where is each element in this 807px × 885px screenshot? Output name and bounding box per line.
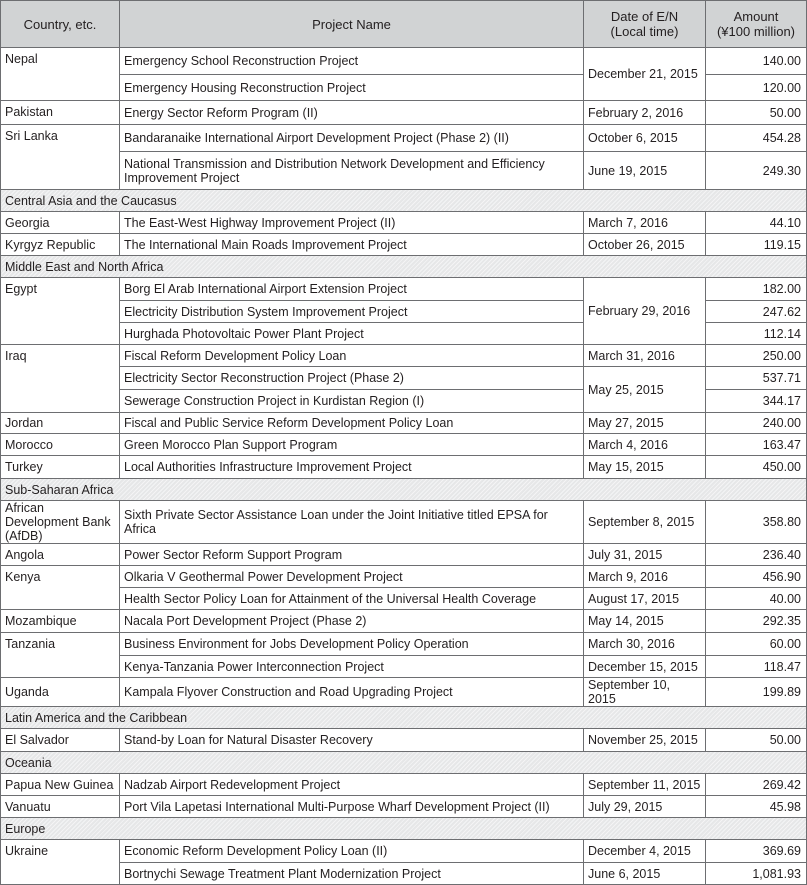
country-cell: Pakistan xyxy=(1,101,120,125)
table-row xyxy=(1,610,807,633)
project-cell: Stand-by Loan for Natural Disaster Recovery xyxy=(120,729,584,752)
date-cell: December 15, 2015 xyxy=(584,656,706,678)
amount-cell: 118.47 xyxy=(706,656,807,678)
project-cell: Business Environment for Jobs Development Policy Operation xyxy=(120,633,584,656)
amount-cell: 236.40 xyxy=(706,544,807,566)
country-cell: Angola xyxy=(1,544,120,566)
date-cell: December 21, 2015 xyxy=(584,48,706,101)
amount-cell: 112.14 xyxy=(706,323,807,345)
date-cell: May 15, 2015 xyxy=(584,456,706,479)
table-row xyxy=(1,212,807,234)
project-cell: Borg El Arab International Airport Extension Project xyxy=(120,278,584,301)
country-cell xyxy=(1,75,120,101)
project-cell: Fiscal and Public Service Reform Development Policy Loan xyxy=(120,413,584,434)
project-cell: Kampala Flyover Construction and Road Upgrading Project xyxy=(120,678,584,707)
project-column-header: Project Name xyxy=(120,1,584,48)
table-row xyxy=(1,501,807,544)
amount-cell: 269.42 xyxy=(706,774,807,796)
amount-cell: 247.62 xyxy=(706,301,807,323)
region-label: Oceania xyxy=(1,752,807,774)
amount-cell: 44.10 xyxy=(706,212,807,234)
date-cell: September 10, 2015 xyxy=(584,678,706,707)
project-cell: Nadzab Airport Redevelopment Project xyxy=(120,774,584,796)
date-cell: June 19, 2015 xyxy=(584,152,706,190)
country-column-header: Country, etc. xyxy=(1,1,120,48)
date-cell: March 31, 2016 xyxy=(584,345,706,367)
table-row xyxy=(1,656,807,678)
country-cell: Ukraine xyxy=(1,840,120,863)
country-cell: Vanuatu xyxy=(1,796,120,818)
table-row xyxy=(1,456,807,479)
country-cell: Tanzania xyxy=(1,633,120,656)
amount-cell: 45.98 xyxy=(706,796,807,818)
project-cell: Electricity Distribution System Improvement Project xyxy=(120,301,584,323)
project-cell: Sixth Private Sector Assistance Loan under the Joint Initiative titled EPSA for Africa xyxy=(120,501,584,544)
region-label: Latin America and the Caribbean xyxy=(1,707,807,729)
date-cell: October 6, 2015 xyxy=(584,125,706,152)
table-row xyxy=(1,278,807,301)
country-cell: Georgia xyxy=(1,212,120,234)
amount-cell: 119.15 xyxy=(706,234,807,256)
project-cell: Bandaranaike International Airport Development Project (Phase 2) (II) xyxy=(120,125,584,152)
project-cell: Port Vila Lapetasi International Multi-Purpose Wharf Development Project (II) xyxy=(120,796,584,818)
amount-cell: 120.00 xyxy=(706,75,807,101)
table-row xyxy=(1,863,807,885)
country-cell xyxy=(1,588,120,610)
table-row xyxy=(1,796,807,818)
table-row xyxy=(1,152,807,190)
country-cell: Uganda xyxy=(1,678,120,707)
date-cell: August 17, 2015 xyxy=(584,588,706,610)
project-cell: Emergency School Reconstruction Project xyxy=(120,48,584,75)
table-row xyxy=(1,234,807,256)
date-cell: October 26, 2015 xyxy=(584,234,706,256)
project-cell: Power Sector Reform Support Program xyxy=(120,544,584,566)
amount-cell: 199.89 xyxy=(706,678,807,707)
project-cell: The International Main Roads Improvement Project xyxy=(120,234,584,256)
region-label: Sub-Saharan Africa xyxy=(1,479,807,501)
amount-header-line2: (¥100 million) xyxy=(716,24,796,39)
amount-cell: 50.00 xyxy=(706,101,807,125)
table-row xyxy=(1,413,807,434)
date-cell: March 9, 2016 xyxy=(584,566,706,588)
country-cell: African Development Bank (AfDB) xyxy=(1,501,120,544)
amount-cell: 40.00 xyxy=(706,588,807,610)
amount-cell: 292.35 xyxy=(706,610,807,633)
region-label: Central Asia and the Caucasus xyxy=(1,190,807,212)
date-cell: September 8, 2015 xyxy=(584,501,706,544)
date-cell: June 6, 2015 xyxy=(584,863,706,885)
region-label: Middle East and North Africa xyxy=(1,256,807,278)
amount-cell: 369.69 xyxy=(706,840,807,863)
table-row xyxy=(1,588,807,610)
date-cell: February 29, 2016 xyxy=(584,278,706,345)
amount-cell: 344.17 xyxy=(706,390,807,413)
project-cell: Economic Reform Development Policy Loan (II) xyxy=(120,840,584,863)
region-row xyxy=(1,190,807,212)
country-cell: Papua New Guinea xyxy=(1,774,120,796)
date-cell: July 29, 2015 xyxy=(584,796,706,818)
date-cell: May 25, 2015 xyxy=(584,367,706,413)
date-cell: May 14, 2015 xyxy=(584,610,706,633)
project-cell: The East-West Highway Improvement Project (II) xyxy=(120,212,584,234)
country-cell: Kenya xyxy=(1,566,120,588)
region-row xyxy=(1,818,807,840)
project-cell: Green Morocco Plan Support Program xyxy=(120,434,584,456)
amount-cell: 240.00 xyxy=(706,413,807,434)
project-cell: Local Authorities Infrastructure Improvement Project xyxy=(120,456,584,479)
date-cell: November 25, 2015 xyxy=(584,729,706,752)
date-cell: May 27, 2015 xyxy=(584,413,706,434)
amount-cell: 249.30 xyxy=(706,152,807,190)
region-row xyxy=(1,479,807,501)
country-cell xyxy=(1,323,120,345)
amount-column-header xyxy=(706,1,807,48)
amount-cell: 450.00 xyxy=(706,456,807,479)
table-row xyxy=(1,434,807,456)
amount-cell: 163.47 xyxy=(706,434,807,456)
date-cell: March 7, 2016 xyxy=(584,212,706,234)
date-column-header xyxy=(584,1,706,48)
project-cell: Fiscal Reform Development Policy Loan xyxy=(120,345,584,367)
amount-cell: 454.28 xyxy=(706,125,807,152)
table-row xyxy=(1,633,807,656)
country-cell: Mozambique xyxy=(1,610,120,633)
region-row xyxy=(1,707,807,729)
table-row xyxy=(1,125,807,152)
amount-cell: 537.71 xyxy=(706,367,807,390)
amount-header-line1: Amount xyxy=(733,9,779,24)
country-cell: Iraq xyxy=(1,345,120,367)
country-cell xyxy=(1,152,120,190)
date-cell: September 11, 2015 xyxy=(584,774,706,796)
country-cell xyxy=(1,367,120,390)
region-row xyxy=(1,752,807,774)
project-cell: Energy Sector Reform Program (II) xyxy=(120,101,584,125)
amount-cell: 60.00 xyxy=(706,633,807,656)
country-cell: Morocco xyxy=(1,434,120,456)
amount-cell: 140.00 xyxy=(706,48,807,75)
project-cell: Olkaria V Geothermal Power Development Project xyxy=(120,566,584,588)
project-cell: Electricity Sector Reconstruction Project (Phase 2) xyxy=(120,367,584,390)
country-cell: Sri Lanka xyxy=(1,125,120,152)
country-cell xyxy=(1,656,120,678)
date-header-line2: (Local time) xyxy=(610,24,679,39)
project-cell: Kenya-Tanzania Power Interconnection Project xyxy=(120,656,584,678)
amount-cell: 1,081.93 xyxy=(706,863,807,885)
country-cell: Jordan xyxy=(1,413,120,434)
table-row xyxy=(1,345,807,367)
region-label: Europe xyxy=(1,818,807,840)
amount-cell: 456.90 xyxy=(706,566,807,588)
region-row xyxy=(1,256,807,278)
amount-cell: 50.00 xyxy=(706,729,807,752)
project-cell: National Transmission and Distribution Network Development and Efficiency Improvement Project xyxy=(120,152,584,190)
table-row xyxy=(1,678,807,707)
country-cell xyxy=(1,863,120,885)
date-cell: December 4, 2015 xyxy=(584,840,706,863)
table-row xyxy=(1,729,807,752)
country-cell xyxy=(1,390,120,413)
date-cell: March 4, 2016 xyxy=(584,434,706,456)
table-row xyxy=(1,774,807,796)
country-cell: Nepal xyxy=(1,48,120,75)
date-header-line1: Date of E/N xyxy=(610,9,679,24)
date-cell: July 31, 2015 xyxy=(584,544,706,566)
project-cell: Sewerage Construction Project in Kurdistan Region (I) xyxy=(120,390,584,413)
country-cell: El Salvador xyxy=(1,729,120,752)
country-cell: Kyrgyz Republic xyxy=(1,234,120,256)
project-cell: Nacala Port Development Project (Phase 2) xyxy=(120,610,584,633)
country-cell: Egypt xyxy=(1,278,120,301)
table-row xyxy=(1,367,807,390)
country-cell xyxy=(1,301,120,323)
table-header-row xyxy=(1,1,807,48)
amount-cell: 182.00 xyxy=(706,278,807,301)
table-row xyxy=(1,544,807,566)
project-cell: Hurghada Photovoltaic Power Plant Project xyxy=(120,323,584,345)
table-row xyxy=(1,101,807,125)
date-cell: March 30, 2016 xyxy=(584,633,706,656)
table-row xyxy=(1,566,807,588)
project-cell: Health Sector Policy Loan for Attainment of the Universal Health Coverage xyxy=(120,588,584,610)
project-cell: Emergency Housing Reconstruction Project xyxy=(120,75,584,101)
country-cell: Turkey xyxy=(1,456,120,479)
amount-cell: 250.00 xyxy=(706,345,807,367)
project-cell: Bortnychi Sewage Treatment Plant Modernization Project xyxy=(120,863,584,885)
table-row xyxy=(1,840,807,863)
date-cell: February 2, 2016 xyxy=(584,101,706,125)
table-row xyxy=(1,48,807,75)
amount-cell: 358.80 xyxy=(706,501,807,544)
